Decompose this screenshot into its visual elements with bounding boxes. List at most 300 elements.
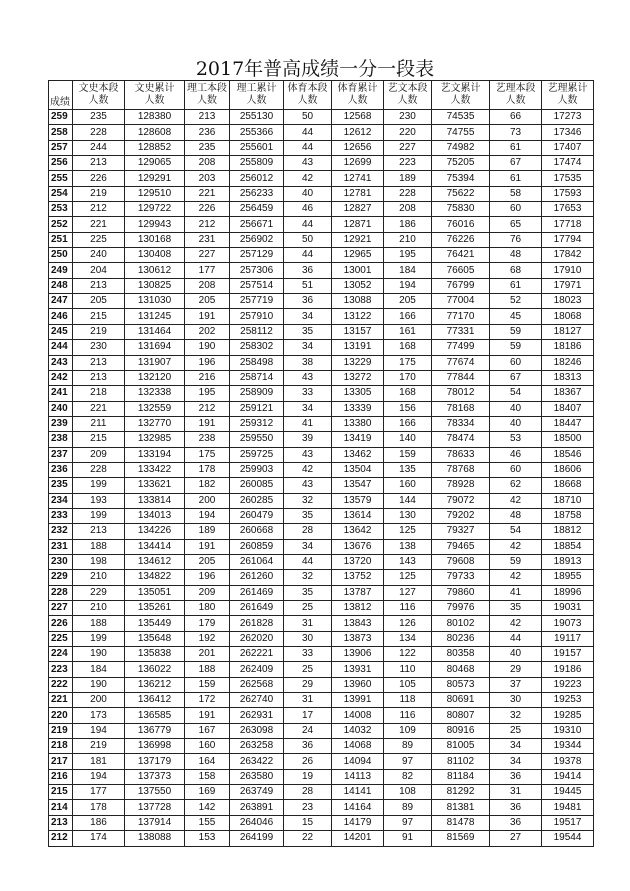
table-row [49, 140, 594, 155]
cell-yl_cum: 19157 [542, 647, 594, 662]
cell-score: 221 [49, 693, 73, 708]
cell-ty_seg: 44 [284, 140, 332, 155]
cell-li_cum: 260085 [230, 478, 284, 493]
cell-yw_seg: 195 [384, 248, 432, 263]
cell-wen_cum: 131694 [125, 340, 185, 355]
cell-yl_seg: 59 [490, 324, 542, 339]
cell-ty_cum: 13419 [332, 432, 384, 447]
cell-wen_seg: 205 [73, 294, 125, 309]
cell-score: 220 [49, 708, 73, 723]
cell-ty_cum: 13088 [332, 294, 384, 309]
table-row [49, 631, 594, 646]
cell-score: 230 [49, 554, 73, 569]
cell-score: 244 [49, 340, 73, 355]
cell-li_cum: 261828 [230, 616, 284, 631]
cell-ty_cum: 12827 [332, 202, 384, 217]
column-header-line2: 人数 [297, 95, 318, 106]
cell-ty_cum: 13001 [332, 263, 384, 278]
cell-yl_seg: 37 [490, 677, 542, 692]
cell-wen_cum: 133814 [125, 493, 185, 508]
table-row [49, 294, 594, 309]
cell-wen_cum: 132338 [125, 386, 185, 401]
cell-yw_cum: 78012 [432, 386, 490, 401]
cell-yl_seg: 29 [490, 662, 542, 677]
cell-wen_seg: 213 [73, 156, 125, 171]
cell-yw_cum: 80807 [432, 708, 490, 723]
cell-yl_cum: 19414 [542, 769, 594, 784]
cell-wen_seg: 215 [73, 309, 125, 324]
cell-yw_cum: 78928 [432, 478, 490, 493]
cell-score: 223 [49, 662, 73, 677]
cell-wen_cum: 129291 [125, 171, 185, 186]
cell-li_seg: 212 [185, 401, 230, 416]
cell-wen_seg: 215 [73, 432, 125, 447]
column-header-line2: 人数 [144, 95, 165, 106]
cell-ty_cum: 13380 [332, 416, 384, 431]
cell-wen_seg: 173 [73, 708, 125, 723]
table-row [49, 263, 594, 278]
table-row [49, 217, 594, 232]
cell-ty_seg: 43 [284, 447, 332, 462]
table-row [49, 386, 594, 401]
cell-wen_seg: 230 [73, 340, 125, 355]
cell-score: 242 [49, 370, 73, 385]
cell-wen_cum: 132770 [125, 416, 185, 431]
table-row [49, 232, 594, 247]
table-row [49, 539, 594, 554]
cell-yw_cum: 81005 [432, 739, 490, 754]
cell-yl_seg: 60 [490, 355, 542, 370]
cell-yw_cum: 76421 [432, 248, 490, 263]
cell-wen_cum: 136022 [125, 662, 185, 677]
cell-wen_seg: 219 [73, 739, 125, 754]
cell-wen_seg: 244 [73, 140, 125, 155]
cell-yl_cum: 18606 [542, 462, 594, 477]
cell-yl_cum: 17794 [542, 232, 594, 247]
cell-ty_cum: 14179 [332, 815, 384, 830]
cell-li_cum: 258302 [230, 340, 284, 355]
cell-yl_seg: 40 [490, 647, 542, 662]
cell-li_seg: 164 [185, 754, 230, 769]
cell-ty_seg: 28 [284, 785, 332, 800]
cell-li_seg: 213 [185, 110, 230, 125]
cell-yw_cum: 78334 [432, 416, 490, 431]
cell-yw_seg: 189 [384, 171, 432, 186]
table-row [49, 156, 594, 171]
cell-score: 254 [49, 186, 73, 201]
table-row [49, 585, 594, 600]
cell-yw_seg: 228 [384, 186, 432, 201]
table-row [49, 309, 594, 324]
cell-yw_seg: 138 [384, 539, 432, 554]
table-row [49, 723, 594, 738]
cell-score: 256 [49, 156, 73, 171]
table-row [49, 370, 594, 385]
cell-ty_cum: 13614 [332, 508, 384, 523]
cell-wen_cum: 128380 [125, 110, 185, 125]
cell-score: 247 [49, 294, 73, 309]
cell-li_cum: 263098 [230, 723, 284, 738]
cell-yl_seg: 27 [490, 831, 542, 846]
cell-yl_cum: 19481 [542, 800, 594, 815]
cell-wen_cum: 132559 [125, 401, 185, 416]
cell-li_seg: 190 [185, 340, 230, 355]
cell-yl_seg: 59 [490, 340, 542, 355]
cell-wen_seg: 213 [73, 278, 125, 293]
cell-ty_seg: 22 [284, 831, 332, 846]
cell-ty_seg: 50 [284, 232, 332, 247]
cell-ty_seg: 15 [284, 815, 332, 830]
cell-ty_seg: 25 [284, 662, 332, 677]
cell-ty_cum: 14032 [332, 723, 384, 738]
cell-wen_seg: 199 [73, 631, 125, 646]
cell-wen_seg: 240 [73, 248, 125, 263]
cell-wen_cum: 135051 [125, 585, 185, 600]
cell-li_seg: 226 [185, 202, 230, 217]
cell-ty_seg: 44 [284, 248, 332, 263]
cell-li_cum: 263891 [230, 800, 284, 815]
cell-li_seg: 191 [185, 416, 230, 431]
cell-yl_cum: 18068 [542, 309, 594, 324]
table-row [49, 815, 594, 830]
cell-li_cum: 262020 [230, 631, 284, 646]
cell-yl_cum: 19285 [542, 708, 594, 723]
table-row [49, 340, 594, 355]
table-row [49, 769, 594, 784]
cell-li_cum: 255601 [230, 140, 284, 155]
cell-wen_seg: 226 [73, 171, 125, 186]
cell-ty_seg: 35 [284, 508, 332, 523]
cell-wen_cum: 133621 [125, 478, 185, 493]
cell-ty_seg: 29 [284, 677, 332, 692]
column-header-line1: 体育本段 [287, 83, 328, 94]
cell-li_cum: 255809 [230, 156, 284, 171]
table-row [49, 324, 594, 339]
cell-ty_seg: 34 [284, 539, 332, 554]
cell-wen_cum: 128852 [125, 140, 185, 155]
cell-yw_cum: 76016 [432, 217, 490, 232]
cell-yl_seg: 42 [490, 616, 542, 631]
column-header-line2: 人数 [450, 95, 471, 106]
cell-yw_cum: 78633 [432, 447, 490, 462]
cell-score: 233 [49, 508, 73, 523]
cell-wen_seg: 181 [73, 754, 125, 769]
column-header-line2: 人数 [197, 95, 217, 106]
cell-li_cum: 264046 [230, 815, 284, 830]
table-row [49, 677, 594, 692]
cell-yl_cum: 18546 [542, 447, 594, 462]
cell-yl_cum: 19117 [542, 631, 594, 646]
cell-score: 224 [49, 647, 73, 662]
cell-li_cum: 256671 [230, 217, 284, 232]
cell-wen_cum: 135449 [125, 616, 185, 631]
cell-yl_seg: 34 [490, 754, 542, 769]
cell-ty_cum: 12568 [332, 110, 384, 125]
cell-yl_cum: 18367 [542, 386, 594, 401]
cell-yl_cum: 18313 [542, 370, 594, 385]
cell-wen_cum: 134414 [125, 539, 185, 554]
cell-yl_cum: 17842 [542, 248, 594, 263]
cell-ty_seg: 28 [284, 524, 332, 539]
cell-wen_cum: 128608 [125, 125, 185, 140]
table-row [49, 554, 594, 569]
cell-score: 240 [49, 401, 73, 416]
table-header [49, 81, 594, 110]
table-row [49, 831, 594, 846]
cell-ty_cum: 14201 [332, 831, 384, 846]
cell-li_seg: 196 [185, 355, 230, 370]
cell-yw_seg: 186 [384, 217, 432, 232]
cell-wen_cum: 137179 [125, 754, 185, 769]
cell-li_cum: 261064 [230, 554, 284, 569]
table-row [49, 171, 594, 186]
cell-li_cum: 256012 [230, 171, 284, 186]
cell-yl_seg: 48 [490, 248, 542, 263]
column-header-li_seg [185, 81, 230, 110]
cell-ty_seg: 40 [284, 186, 332, 201]
table-row [49, 493, 594, 508]
cell-wen_cum: 138088 [125, 831, 185, 846]
cell-yl_cum: 18996 [542, 585, 594, 600]
cell-yw_cum: 79327 [432, 524, 490, 539]
cell-yw_seg: 116 [384, 601, 432, 616]
cell-score: 226 [49, 616, 73, 631]
cell-yw_seg: 170 [384, 370, 432, 385]
cell-wen_cum: 129510 [125, 186, 185, 201]
cell-yl_cum: 17273 [542, 110, 594, 125]
cell-score: 232 [49, 524, 73, 539]
cell-yl_seg: 65 [490, 217, 542, 232]
cell-li_seg: 202 [185, 324, 230, 339]
cell-ty_seg: 25 [284, 601, 332, 616]
cell-yl_cum: 19310 [542, 723, 594, 738]
cell-yl_seg: 36 [490, 800, 542, 815]
cell-li_seg: 142 [185, 800, 230, 815]
cell-yw_cum: 81292 [432, 785, 490, 800]
cell-yw_cum: 79465 [432, 539, 490, 554]
cell-ty_cum: 13676 [332, 539, 384, 554]
table-body [49, 110, 594, 847]
cell-yw_seg: 110 [384, 662, 432, 677]
cell-ty_seg: 35 [284, 324, 332, 339]
cell-yw_cum: 79860 [432, 585, 490, 600]
column-header-wen_seg [73, 81, 125, 110]
cell-li_cum: 262931 [230, 708, 284, 723]
cell-li_seg: 172 [185, 693, 230, 708]
cell-wen_seg: 221 [73, 217, 125, 232]
cell-ty_cum: 13720 [332, 554, 384, 569]
cell-score: 225 [49, 631, 73, 646]
cell-li_seg: 191 [185, 309, 230, 324]
cell-ty_cum: 12871 [332, 217, 384, 232]
cell-yw_seg: 210 [384, 232, 432, 247]
cell-yw_seg: 140 [384, 432, 432, 447]
cell-yw_cum: 75205 [432, 156, 490, 171]
cell-li_cum: 258112 [230, 324, 284, 339]
cell-ty_seg: 43 [284, 156, 332, 171]
cell-wen_cum: 136412 [125, 693, 185, 708]
cell-yl_cum: 18447 [542, 416, 594, 431]
cell-yw_seg: 168 [384, 386, 432, 401]
cell-wen_seg: 213 [73, 355, 125, 370]
table-row [49, 432, 594, 447]
cell-score: 249 [49, 263, 73, 278]
column-header-li_cum [230, 81, 284, 110]
table-row [49, 693, 594, 708]
cell-score: 228 [49, 585, 73, 600]
cell-li_cum: 256459 [230, 202, 284, 217]
cell-ty_cum: 13547 [332, 478, 384, 493]
cell-ty_seg: 44 [284, 554, 332, 569]
cell-yl_seg: 61 [490, 278, 542, 293]
cell-li_cum: 257910 [230, 309, 284, 324]
cell-li_seg: 231 [185, 232, 230, 247]
column-header-yl_seg [490, 81, 542, 110]
cell-wen_cum: 132120 [125, 370, 185, 385]
cell-yw_seg: 156 [384, 401, 432, 416]
cell-ty_seg: 23 [284, 800, 332, 815]
cell-li_seg: 155 [185, 815, 230, 830]
cell-yl_cum: 18955 [542, 570, 594, 585]
column-header-line1: 文史累计 [134, 83, 175, 94]
cell-ty_cum: 14164 [332, 800, 384, 815]
cell-yw_seg: 122 [384, 647, 432, 662]
table-row [49, 508, 594, 523]
cell-yl_seg: 58 [490, 186, 542, 201]
cell-yw_cum: 80102 [432, 616, 490, 631]
cell-yw_cum: 81569 [432, 831, 490, 846]
cell-ty_seg: 50 [284, 110, 332, 125]
cell-ty_cum: 14141 [332, 785, 384, 800]
cell-li_cum: 257514 [230, 278, 284, 293]
cell-wen_seg: 212 [73, 202, 125, 217]
table-row [49, 462, 594, 477]
cell-li_seg: 221 [185, 186, 230, 201]
cell-yw_seg: 97 [384, 815, 432, 830]
cell-ty_cum: 13906 [332, 647, 384, 662]
cell-wen_seg: 199 [73, 508, 125, 523]
cell-ty_seg: 32 [284, 493, 332, 508]
cell-yw_cum: 79976 [432, 601, 490, 616]
cell-li_cum: 261260 [230, 570, 284, 585]
cell-ty_cum: 13339 [332, 401, 384, 416]
cell-ty_seg: 44 [284, 125, 332, 140]
column-header-score [49, 81, 73, 110]
cell-li_seg: 191 [185, 708, 230, 723]
table-row [49, 662, 594, 677]
cell-ty_seg: 41 [284, 416, 332, 431]
cell-li_seg: 191 [185, 539, 230, 554]
cell-yl_cum: 18812 [542, 524, 594, 539]
cell-yl_seg: 36 [490, 815, 542, 830]
cell-wen_cum: 130825 [125, 278, 185, 293]
cell-yw_cum: 80691 [432, 693, 490, 708]
cell-li_cum: 259903 [230, 462, 284, 477]
column-header-line2: 人数 [397, 95, 418, 106]
cell-yw_seg: 89 [384, 800, 432, 815]
cell-li_cum: 258909 [230, 386, 284, 401]
cell-wen_cum: 137914 [125, 815, 185, 830]
cell-yw_cum: 79608 [432, 554, 490, 569]
cell-li_seg: 192 [185, 631, 230, 646]
table-row [49, 739, 594, 754]
cell-yw_seg: 230 [384, 110, 432, 125]
cell-ty_seg: 42 [284, 462, 332, 477]
table-row [49, 647, 594, 662]
cell-yw_seg: 82 [384, 769, 432, 784]
cell-li_seg: 203 [185, 171, 230, 186]
cell-li_seg: 196 [185, 570, 230, 585]
cell-ty_seg: 43 [284, 370, 332, 385]
cell-yw_cum: 79072 [432, 493, 490, 508]
cell-li_cum: 257129 [230, 248, 284, 263]
cell-yl_cum: 17407 [542, 140, 594, 155]
cell-score: 214 [49, 800, 73, 815]
cell-li_seg: 179 [185, 616, 230, 631]
column-header-yw_seg [384, 81, 432, 110]
cell-li_cum: 261649 [230, 601, 284, 616]
column-header-line1: 文史本段 [78, 83, 119, 94]
cell-li_seg: 195 [185, 386, 230, 401]
cell-li_cum: 256902 [230, 232, 284, 247]
cell-yw_cum: 77674 [432, 355, 490, 370]
cell-ty_cum: 12781 [332, 186, 384, 201]
cell-yw_cum: 76605 [432, 263, 490, 278]
cell-yw_seg: 125 [384, 524, 432, 539]
cell-ty_cum: 13191 [332, 340, 384, 355]
cell-wen_seg: 219 [73, 186, 125, 201]
cell-yw_cum: 80573 [432, 677, 490, 692]
cell-yw_seg: 168 [384, 340, 432, 355]
cell-yl_seg: 73 [490, 125, 542, 140]
cell-yw_cum: 76799 [432, 278, 490, 293]
cell-yw_seg: 126 [384, 616, 432, 631]
cell-li_seg: 216 [185, 370, 230, 385]
cell-ty_cum: 14008 [332, 708, 384, 723]
cell-yw_cum: 74755 [432, 125, 490, 140]
cell-wen_seg: 213 [73, 370, 125, 385]
cell-wen_seg: 188 [73, 539, 125, 554]
cell-yw_seg: 135 [384, 462, 432, 477]
cell-li_seg: 205 [185, 294, 230, 309]
cell-ty_cum: 13787 [332, 585, 384, 600]
cell-score: 218 [49, 739, 73, 754]
cell-yw_cum: 74982 [432, 140, 490, 155]
cell-wen_cum: 136585 [125, 708, 185, 723]
cell-yw_cum: 80236 [432, 631, 490, 646]
cell-yw_seg: 184 [384, 263, 432, 278]
cell-ty_cum: 13504 [332, 462, 384, 477]
cell-score: 217 [49, 754, 73, 769]
cell-yl_cum: 18500 [542, 432, 594, 447]
cell-wen_seg: 209 [73, 447, 125, 462]
cell-yl_seg: 59 [490, 554, 542, 569]
cell-li_seg: 188 [185, 662, 230, 677]
column-header-wen_cum [125, 81, 185, 110]
table-row [49, 202, 594, 217]
cell-ty_seg: 26 [284, 754, 332, 769]
cell-yw_seg: 116 [384, 708, 432, 723]
cell-li_seg: 201 [185, 647, 230, 662]
table-row [49, 785, 594, 800]
column-header-yw_cum [432, 81, 490, 110]
cell-score: 219 [49, 723, 73, 738]
cell-yw_cum: 74535 [432, 110, 490, 125]
table-row [49, 754, 594, 769]
cell-wen_seg: 194 [73, 769, 125, 784]
cell-yw_cum: 81184 [432, 769, 490, 784]
cell-ty_seg: 34 [284, 340, 332, 355]
